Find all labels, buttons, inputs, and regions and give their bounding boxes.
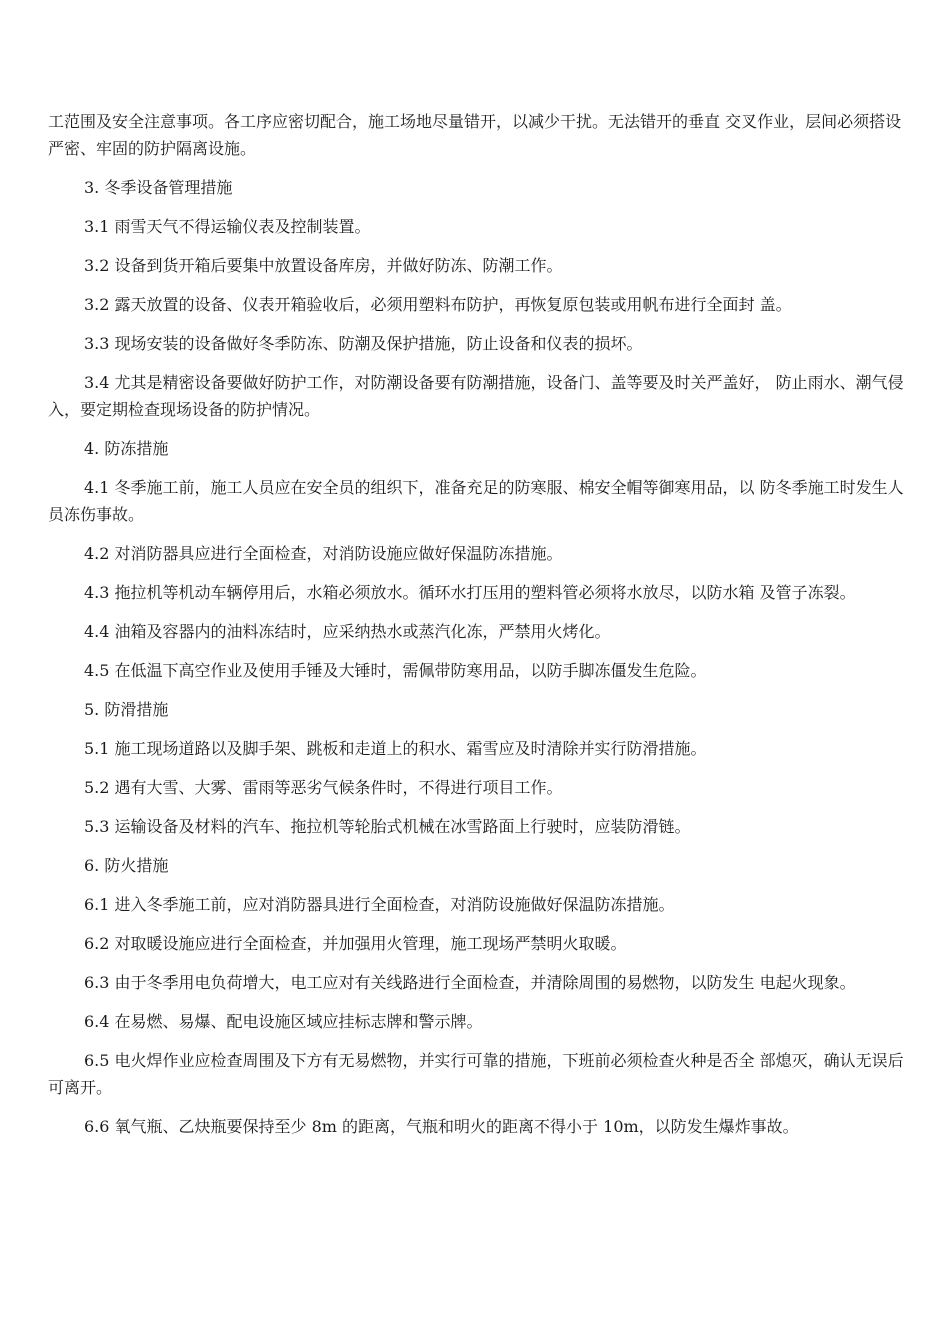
- paragraph-3-3: 3.3 现场安装的设备做好冬季防冻、防潮及保护措施，防止设备和仪表的损坏。: [84, 334, 643, 353]
- section-heading-5: 5. 防滑措施: [84, 700, 169, 719]
- paragraph-6-6: 6.6 氧气瓶、乙炔瓶要保持至少 8m 的距离，气瓶和明火的距离不得小于 10m，以防发生爆炸事故。: [84, 1117, 799, 1136]
- paragraph-4-4: 4.4 油箱及容器内的油料冻结时，应采纳热水或蒸汽化冻，严禁用火烤化。: [84, 622, 611, 641]
- paragraph-3-2-b: 3.2 露天放置的设备、仪表开箱验收后，必须用塑料布防护，再恢复原包装或用帆布进行全面封 盖。: [84, 295, 792, 314]
- paragraph-3-2-a: 3.2 设备到货开箱后要集中放置设备库房，并做好防冻、防潮工作。: [84, 256, 563, 275]
- paragraph-continuation: 工范围及安全注意事项。各工序应密切配合，施工场地尽量错开，以减少干扰。无法错开的垂直 交叉作业，层间必须搭设严密、牢固的防护隔离设施。: [48, 112, 902, 158]
- document-body: [48, 108, 908, 1140]
- paragraph-5-2: 5.2 遇有大雪、大雾、雷雨等恶劣气候条件时，不得进行项目工作。: [84, 778, 563, 797]
- paragraph-6-5: 6.5 电火焊作业应检查周围及下方有无易燃物，并实行可靠的措施，下班前必须检查火种是否全 部熄灭，确认无误后可离开。: [48, 1051, 904, 1097]
- paragraph-3-1: 3.1 雨雪天气不得运输仪表及控制装置。: [84, 217, 371, 236]
- section-heading-4: 4. 防冻措施: [84, 439, 169, 458]
- paragraph-5-3: 5.3 运输设备及材料的汽车、拖拉机等轮胎式机械在冰雪路面上行驶时，应装防滑链。: [84, 817, 691, 836]
- paragraph-4-1: 4.1 冬季施工前，施工人员应在安全员的组织下，准备充足的防寒服、棉安全帽等御寒用品，以 防冬季施工时发生人员冻伤事故。: [48, 478, 904, 524]
- paragraph-4-2: 4.2 对消防器具应进行全面检查，对消防设施应做好保温防冻措施。: [84, 544, 563, 563]
- paragraph-4-3: 4.3 拖拉机等机动车辆停用后，水箱必须放水。循环水打压用的塑料管必须将水放尽，以防水箱 及管子冻裂。: [84, 583, 856, 602]
- paragraph-5-1: 5.1 施工现场道路以及脚手架、跳板和走道上的积水、霜雪应及时清除并实行防滑措施。: [84, 739, 707, 758]
- paragraph-6-1: 6.1 进入冬季施工前，应对消防器具进行全面检查，对消防设施做好保温防冻措施。: [84, 895, 675, 914]
- paragraph-6-3: 6.3 由于冬季用电负荷增大，电工应对有关线路进行全面检查，并清除周围的易燃物，以防发生 电起火现象。: [84, 973, 856, 992]
- paragraph-6-4: 6.4 在易燃、易爆、配电设施区域应挂标志牌和警示牌。: [84, 1012, 483, 1031]
- section-heading-3: 3. 冬季设备管理措施: [84, 178, 233, 197]
- paragraph-4-5: 4.5 在低温下高空作业及使用手锤及大锤时，需佩带防寒用品，以防手脚冻僵发生危险。: [84, 661, 707, 680]
- paragraph-6-2: 6.2 对取暖设施应进行全面检查，并加强用火管理，施工现场严禁明火取暖。: [84, 934, 627, 953]
- paragraph-3-4: 3.4 尤其是精密设备要做好防护工作，对防潮设备要有防潮措施，设备门、盖等要及时关严盖好， 防止雨水、潮气侵入，要定期检查现场设备的防护情况。: [48, 373, 904, 419]
- section-heading-6: 6. 防火措施: [84, 856, 169, 875]
